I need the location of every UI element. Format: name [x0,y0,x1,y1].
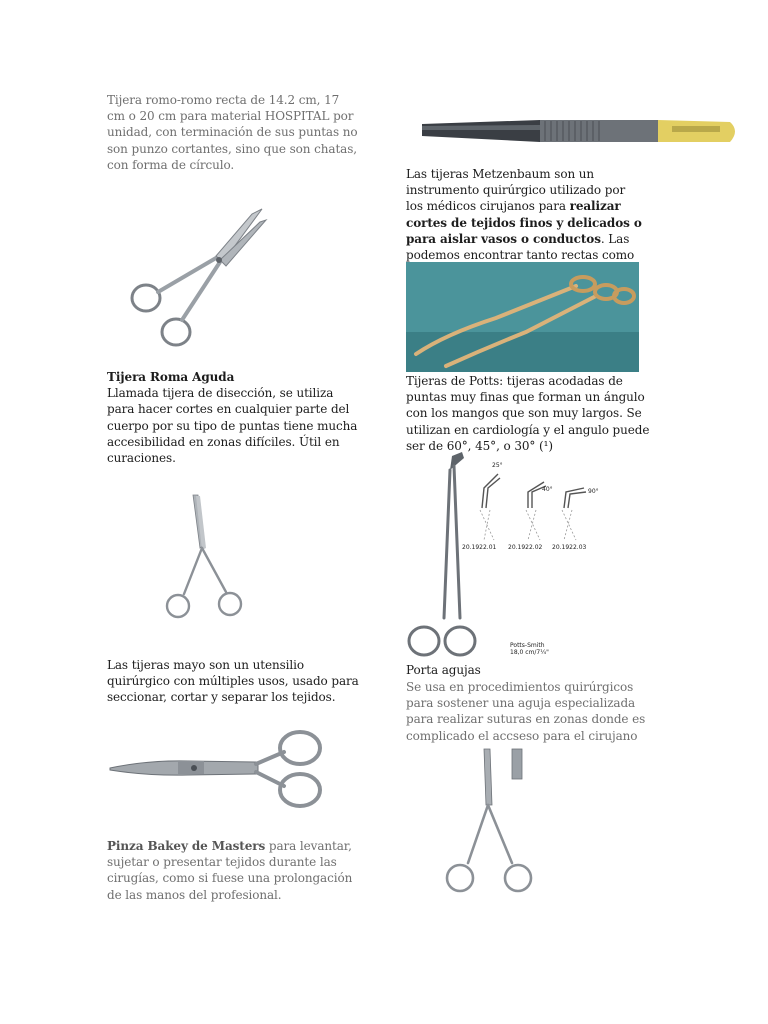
metzenbaum-image [420,112,740,152]
bakey-section [107,838,357,903]
potts-angle-label-3: 90° [588,488,599,495]
potts-scissors-figure [404,448,604,658]
needle-holder-image [440,745,540,900]
potts-brand-label: Potts-Smith [510,642,545,649]
potts-code-1: 20.1922.01 [462,544,497,551]
potts-angle-label-1: 25° [492,462,503,469]
porta-agujas-title: Porta agujas [406,663,481,677]
scissors-straight-image [120,200,280,355]
roma-aguda-section [107,369,359,466]
potts-code-2: 20.1922.02 [508,544,543,551]
potts-code-3: 20.1922.03 [552,544,587,551]
mayo-scissors-image [108,728,333,813]
metzenbaum-curved-photo [406,262,639,372]
potts-size-label: 18,0 cm/7¼" [510,649,549,656]
potts-angle-label-2: 40° [542,486,553,493]
roma-aguda-title: Tijera Roma Aguda [107,370,235,384]
potts-description: Tijeras de Potts: tijeras acodadas de puntas muy finas que forman un ángulo con los mangos que son muy largos. Se utilizan en cardiología y el angulo puede ser de 60°, 45°, o 30° (¹) [406,374,650,453]
bakey-description: para levantar, sujetar o presentar tejidos durante las cirugías, como si fuese una prolongación de las manos del profesional. [107,839,353,902]
porta-agujas-description: Se usa en procedimientos quirúrgicos para sostener una aguja especializada para realizar suturas en zonas donde es complicado el accseso para el cirujano [406,680,646,743]
metzenbaum-text-b: . Las podemos encontrar tanto rectas como [406,231,635,263]
bakey-title: Pinza Bakey de Masters [107,839,266,853]
roma-aguda-description: Llamada tijera de disección, se utiliza para hacer cortes en cualquier parte del cuerpo por su tipo de puntas tiene mucha accesibilidad en zonas difíciles. Útil en curaciones. [107,386,358,466]
metzenbaum-text-bold: realizar cortes de tejidos finos y delicados o para aislar vasos o conductos [406,199,642,246]
metzenbaum-text-a: Las tijeras Metzenbaum son un instrumento quirúrgico utilizado por los médicos cirujanos para [406,167,626,214]
romo-romo-description: Tijera romo-romo recta de 14.2 cm, 17 cm o 20 cm para material HOSPITAL por unidad, con terminación de sus puntas no son punzo cortantes, sino que son chatas, con forma de círculo. [107,93,358,172]
scissors-roma-aguda-image [160,490,250,625]
mayo-description: Las tijeras mayo son un utensilio quirúrgico con múltiples usos, usado para seccionar, cortar y separar los tejidos. [107,658,359,705]
